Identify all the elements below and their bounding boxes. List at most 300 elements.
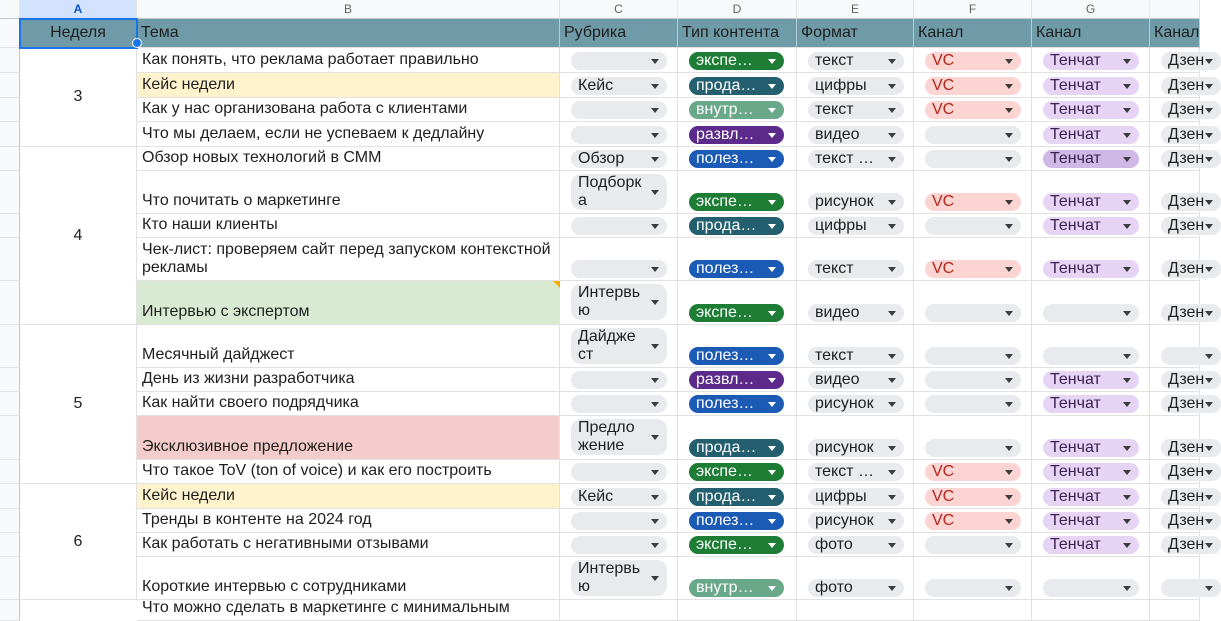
- content-type-dropdown-value: полез…: [696, 260, 755, 277]
- rubric-dropdown[interactable]: [571, 395, 667, 413]
- rubric-dropdown[interactable]: [571, 512, 667, 530]
- format-dropdown[interactable]: [808, 347, 904, 365]
- channel-vc-dropdown-value: VC: [932, 52, 955, 69]
- rubric-dropdown[interactable]: [571, 217, 667, 235]
- channel-vc-dropdown[interactable]: [925, 150, 1021, 168]
- row-number[interactable]: [0, 73, 20, 98]
- theme-cell[interactable]: Что мы делаем, если не успеваем к дедлайну: [137, 122, 560, 147]
- channel-vc-dropdown-value: VC: [932, 260, 955, 277]
- rubric-dropdown[interactable]: [571, 77, 667, 95]
- channel-vc-dropdown[interactable]: [925, 371, 1021, 389]
- dropdown-arrow-icon: [1123, 157, 1131, 162]
- channel-dzen-dropdown[interactable]: [1161, 512, 1221, 530]
- content-type-dropdown[interactable]: [689, 260, 784, 278]
- channel-vc-dropdown[interactable]: [925, 439, 1021, 457]
- rubric-dropdown[interactable]: [571, 488, 667, 506]
- dropdown-arrow-icon: [1123, 378, 1131, 383]
- channel-vc-dropdown[interactable]: [925, 347, 1021, 365]
- dropdown-arrow-icon: [768, 495, 776, 500]
- format-dropdown-value: видео: [815, 126, 860, 143]
- channel-tenchat-dropdown[interactable]: [1043, 371, 1139, 389]
- rubric-dropdown[interactable]: [571, 328, 667, 364]
- channel-tenchat-dropdown[interactable]: [1043, 126, 1139, 144]
- format-dropdown[interactable]: [808, 488, 904, 506]
- header-cell-format[interactable]: Формат: [797, 19, 914, 48]
- row-number[interactable]: [0, 416, 20, 460]
- content-type-dropdown[interactable]: [689, 579, 784, 597]
- format-dropdown[interactable]: [808, 193, 904, 211]
- channel-tenchat-dropdown[interactable]: [1043, 439, 1139, 457]
- theme-cell[interactable]: Короткие интервью с сотрудниками: [137, 557, 560, 600]
- row-number[interactable]: [0, 171, 20, 214]
- channel-dzen-dropdown-value: Дзен: [1168, 371, 1205, 388]
- dropdown-arrow-icon: [768, 224, 776, 229]
- content-type-dropdown-value: экспе…: [696, 52, 753, 69]
- content-type-dropdown[interactable]: [689, 439, 784, 457]
- channel-tenchat-dropdown-value: Тенчат: [1050, 463, 1101, 480]
- grid-cell[interactable]: [797, 600, 914, 621]
- content-type-dropdown[interactable]: [689, 52, 784, 70]
- dropdown-arrow-icon: [768, 543, 776, 548]
- header-cell-channel2[interactable]: Канал: [1032, 19, 1150, 48]
- dropdown-arrow-icon: [1205, 200, 1213, 205]
- channel-vc-dropdown[interactable]: [925, 512, 1021, 530]
- format-dropdown[interactable]: [808, 260, 904, 278]
- row-number[interactable]: [0, 281, 20, 325]
- dropdown-arrow-icon: [888, 446, 896, 451]
- row-number[interactable]: [0, 238, 20, 281]
- column-header-G[interactable]: G: [1032, 0, 1150, 19]
- dropdown-arrow-icon: [1205, 157, 1213, 162]
- channel-tenchat-dropdown[interactable]: [1043, 260, 1139, 278]
- content-type-dropdown[interactable]: [689, 463, 784, 481]
- dropdown-arrow-icon: [1205, 378, 1213, 383]
- channel-vc-dropdown[interactable]: [925, 260, 1021, 278]
- format-dropdown-value: фото: [815, 536, 853, 553]
- rubric-dropdown[interactable]: [571, 419, 667, 455]
- dropdown-arrow-icon: [768, 519, 776, 524]
- theme-cell[interactable]: Чек-лист: проверяем сайт перед запуском контекстной рекламы: [137, 238, 560, 281]
- channel-tenchat-dropdown[interactable]: [1043, 77, 1139, 95]
- channel-dzen-dropdown-value: Дзен: [1168, 260, 1205, 277]
- channel-tenchat-dropdown[interactable]: [1043, 150, 1139, 168]
- theme-cell[interactable]: Кейс недели: [137, 73, 560, 98]
- dropdown-arrow-icon: [1205, 586, 1213, 591]
- dropdown-arrow-icon: [888, 311, 896, 316]
- channel-vc-dropdown[interactable]: [925, 579, 1021, 597]
- content-type-dropdown[interactable]: [689, 512, 784, 530]
- dropdown-arrow-icon: [1123, 470, 1131, 475]
- theme-cell[interactable]: Что такое ToV (ton of voice) и как его построить: [137, 460, 560, 484]
- format-dropdown[interactable]: [808, 304, 904, 322]
- row-number[interactable]: [0, 214, 20, 238]
- channel-dzen-dropdown[interactable]: [1161, 536, 1221, 554]
- channel-dzen-dropdown[interactable]: [1161, 304, 1221, 322]
- channel-dzen-dropdown-value: Дзен: [1168, 304, 1205, 321]
- rubric-dropdown[interactable]: [571, 126, 667, 144]
- content-type-dropdown[interactable]: [689, 126, 784, 144]
- row-number[interactable]: [0, 325, 20, 368]
- format-dropdown-value: текст: [815, 347, 854, 364]
- channel-tenchat-dropdown[interactable]: [1043, 304, 1139, 322]
- week-cell[interactable]: 4: [20, 147, 137, 325]
- format-dropdown[interactable]: [808, 579, 904, 597]
- channel-vc-dropdown-value: VC: [932, 488, 955, 505]
- dropdown-arrow-icon: [768, 311, 776, 316]
- dropdown-arrow-icon: [768, 586, 776, 591]
- channel-dzen-dropdown[interactable]: [1161, 101, 1221, 119]
- theme-cell[interactable]: Тренды в контенте на 2024 год: [137, 509, 560, 533]
- dropdown-arrow-icon: [1205, 84, 1213, 89]
- dropdown-arrow-icon: [888, 470, 896, 475]
- dropdown-arrow-icon: [1205, 311, 1213, 316]
- format-dropdown[interactable]: [808, 536, 904, 554]
- dropdown-arrow-icon: [1205, 402, 1213, 407]
- rubric-dropdown[interactable]: [571, 260, 667, 278]
- row-number[interactable]: [0, 147, 20, 171]
- dropdown-arrow-icon: [651, 133, 659, 138]
- channel-tenchat-dropdown[interactable]: [1043, 52, 1139, 70]
- dropdown-arrow-icon: [1005, 446, 1013, 451]
- theme-cell[interactable]: Что почитать о маркетинге: [137, 171, 560, 214]
- dropdown-arrow-icon: [1005, 354, 1013, 359]
- row-number[interactable]: [0, 557, 20, 600]
- content-type-dropdown-value: прода…: [696, 77, 757, 94]
- dropdown-arrow-icon: [768, 378, 776, 383]
- channel-tenchat-dropdown[interactable]: [1043, 395, 1139, 413]
- week-cell[interactable]: 5: [20, 325, 137, 484]
- rubric-dropdown[interactable]: [571, 284, 667, 320]
- content-type-dropdown-value: развл…: [696, 126, 755, 143]
- dropdown-arrow-icon: [651, 543, 659, 548]
- dropdown-arrow-icon: [1005, 84, 1013, 89]
- dropdown-arrow-icon: [888, 224, 896, 229]
- header-cell-rubric[interactable]: Рубрика: [560, 19, 678, 48]
- dropdown-arrow-icon: [888, 495, 896, 500]
- row-number[interactable]: [0, 509, 20, 533]
- header-cell-content-type[interactable]: Тип контента: [678, 19, 797, 48]
- channel-vc-dropdown[interactable]: [925, 536, 1021, 554]
- theme-cell[interactable]: Как работать с негативными отзывами: [137, 533, 560, 557]
- channel-vc-dropdown[interactable]: [925, 217, 1021, 235]
- channel-dzen-dropdown-value: Дзен: [1168, 193, 1205, 210]
- dropdown-arrow-icon: [1005, 133, 1013, 138]
- dropdown-arrow-icon: [1123, 354, 1131, 359]
- rubric-dropdown[interactable]: [571, 536, 667, 554]
- column-header-A[interactable]: A: [20, 0, 137, 19]
- grid-cell[interactable]: [678, 600, 797, 621]
- format-dropdown[interactable]: [808, 439, 904, 457]
- column-header-E[interactable]: E: [797, 0, 914, 19]
- content-type-dropdown[interactable]: [689, 217, 784, 235]
- dropdown-arrow-icon: [1123, 519, 1131, 524]
- dropdown-arrow-icon: [1123, 543, 1131, 548]
- channel-dzen-dropdown-value: Дзен: [1168, 512, 1205, 529]
- format-dropdown[interactable]: [808, 52, 904, 70]
- channel-dzen-dropdown-value: Дзен: [1168, 52, 1205, 69]
- theme-cell[interactable]: Как у нас организована работа с клиентами: [137, 98, 560, 122]
- content-type-dropdown-value: полез…: [696, 512, 755, 529]
- selection-fill-handle[interactable]: [132, 38, 142, 48]
- theme-cell[interactable]: Кто наши клиенты: [137, 214, 560, 238]
- format-dropdown[interactable]: [808, 126, 904, 144]
- dropdown-arrow-icon: [1205, 224, 1213, 229]
- channel-tenchat-dropdown[interactable]: [1043, 217, 1139, 235]
- column-header-C[interactable]: C: [560, 0, 678, 19]
- dropdown-arrow-icon: [888, 543, 896, 548]
- content-type-dropdown-value: развл…: [696, 371, 755, 388]
- dropdown-arrow-icon: [1123, 133, 1131, 138]
- column-header-B[interactable]: B: [137, 0, 560, 19]
- content-type-dropdown-value: экспе…: [696, 193, 753, 210]
- dropdown-arrow-icon: [651, 224, 659, 229]
- rubric-dropdown-value: Подборк а: [578, 174, 642, 209]
- content-type-dropdown[interactable]: [689, 304, 784, 322]
- dropdown-arrow-icon: [1205, 267, 1213, 272]
- week-cell[interactable]: 6: [20, 484, 137, 600]
- row-number[interactable]: [0, 19, 20, 48]
- grid-cell[interactable]: [1150, 600, 1200, 621]
- dropdown-arrow-icon: [651, 576, 659, 581]
- content-type-dropdown[interactable]: [689, 150, 784, 168]
- channel-vc-dropdown[interactable]: [925, 77, 1021, 95]
- column-header-F[interactable]: F: [914, 0, 1032, 19]
- channel-dzen-dropdown[interactable]: [1161, 77, 1221, 95]
- channel-tenchat-dropdown-value: Тенчат: [1050, 193, 1101, 210]
- channel-dzen-dropdown[interactable]: [1161, 579, 1221, 597]
- content-type-dropdown-value: экспе…: [696, 463, 753, 480]
- channel-tenchat-dropdown-value: Тенчат: [1050, 260, 1101, 277]
- column-header-h[interactable]: [1150, 0, 1200, 19]
- channel-tenchat-dropdown-value: Тенчат: [1050, 439, 1101, 456]
- dropdown-arrow-icon: [651, 59, 659, 64]
- channel-tenchat-dropdown-value: Тенчат: [1050, 150, 1101, 167]
- row-number[interactable]: [0, 460, 20, 484]
- rubric-dropdown-value: Кейс: [578, 488, 614, 505]
- channel-vc-dropdown[interactable]: [925, 304, 1021, 322]
- dropdown-arrow-icon: [768, 133, 776, 138]
- format-dropdown[interactable]: [808, 463, 904, 481]
- dropdown-arrow-icon: [1123, 267, 1131, 272]
- channel-tenchat-dropdown[interactable]: [1043, 101, 1139, 119]
- theme-cell[interactable]: Интервью с экспертом: [137, 281, 560, 325]
- channel-dzen-dropdown-value: Дзен: [1168, 126, 1205, 143]
- channel-dzen-dropdown[interactable]: [1161, 488, 1221, 506]
- channel-dzen-dropdown[interactable]: [1161, 193, 1221, 211]
- theme-cell[interactable]: Обзор новых технологий в СММ: [137, 147, 560, 171]
- dropdown-arrow-icon: [888, 108, 896, 113]
- row-number[interactable]: [0, 98, 20, 122]
- format-dropdown-value: фото: [815, 579, 853, 596]
- content-type-dropdown-value: полез…: [696, 150, 755, 167]
- content-type-dropdown-value: прода…: [696, 217, 757, 234]
- select-all-corner[interactable]: [0, 0, 20, 19]
- row-number[interactable]: [0, 122, 20, 147]
- channel-tenchat-dropdown[interactable]: [1043, 193, 1139, 211]
- format-dropdown-value: видео: [815, 304, 860, 321]
- theme-cell[interactable]: Кейс недели: [137, 484, 560, 509]
- channel-tenchat-dropdown[interactable]: [1043, 579, 1139, 597]
- dropdown-arrow-icon: [768, 470, 776, 475]
- dropdown-arrow-icon: [768, 200, 776, 205]
- format-dropdown-value: цифры: [815, 77, 867, 94]
- content-type-dropdown[interactable]: [689, 347, 784, 365]
- row-number[interactable]: [0, 48, 20, 73]
- header-cell-week[interactable]: Неделя: [20, 19, 137, 48]
- theme-cell[interactable]: Месячный дайджест: [137, 325, 560, 368]
- rubric-dropdown-value: Интервь ю: [578, 560, 641, 595]
- rubric-dropdown-value: Интервь ю: [578, 284, 641, 319]
- channel-vc-dropdown[interactable]: [925, 193, 1021, 211]
- row-number[interactable]: [0, 600, 20, 621]
- channel-dzen-dropdown[interactable]: [1161, 371, 1221, 389]
- content-type-dropdown[interactable]: [689, 371, 784, 389]
- theme-cell[interactable]: День из жизни разработчика: [137, 368, 560, 392]
- rubric-dropdown[interactable]: [571, 463, 667, 481]
- channel-dzen-dropdown-value: Дзен: [1168, 150, 1205, 167]
- rubric-dropdown[interactable]: [571, 101, 667, 119]
- channel-vc-dropdown[interactable]: [925, 463, 1021, 481]
- channel-vc-dropdown-value: VC: [932, 512, 955, 529]
- channel-tenchat-dropdown[interactable]: [1043, 536, 1139, 554]
- dropdown-arrow-icon: [1123, 84, 1131, 89]
- channel-tenchat-dropdown-value: Тенчат: [1050, 371, 1101, 388]
- dropdown-arrow-icon: [1005, 200, 1013, 205]
- channel-vc-dropdown[interactable]: [925, 488, 1021, 506]
- dropdown-arrow-icon: [768, 267, 776, 272]
- dropdown-arrow-icon: [651, 378, 659, 383]
- channel-dzen-dropdown-value: Дзен: [1168, 395, 1205, 412]
- channel-dzen-dropdown[interactable]: [1161, 395, 1221, 413]
- theme-cell[interactable]: Эксклюзивное предложение: [137, 416, 560, 460]
- channel-tenchat-dropdown-value: Тенчат: [1050, 77, 1101, 94]
- content-type-dropdown[interactable]: [689, 488, 784, 506]
- format-dropdown[interactable]: [808, 101, 904, 119]
- channel-tenchat-dropdown-value: Тенчат: [1050, 52, 1101, 69]
- channel-dzen-dropdown[interactable]: [1161, 347, 1221, 365]
- rubric-dropdown[interactable]: [571, 174, 667, 210]
- rubric-dropdown[interactable]: [571, 52, 667, 70]
- channel-dzen-dropdown[interactable]: [1161, 463, 1221, 481]
- content-type-dropdown-value: внутр…: [696, 579, 754, 596]
- dropdown-arrow-icon: [1123, 59, 1131, 64]
- row-number[interactable]: [0, 484, 20, 509]
- dropdown-arrow-icon: [1123, 446, 1131, 451]
- dropdown-arrow-icon: [1005, 470, 1013, 475]
- channel-vc-dropdown[interactable]: [925, 395, 1021, 413]
- dropdown-arrow-icon: [1205, 470, 1213, 475]
- dropdown-arrow-icon: [1005, 108, 1013, 113]
- channel-vc-dropdown-value: VC: [932, 193, 955, 210]
- channel-dzen-dropdown[interactable]: [1161, 150, 1221, 168]
- comment-indicator[interactable]: [553, 281, 560, 288]
- channel-dzen-dropdown[interactable]: [1161, 217, 1221, 235]
- dropdown-arrow-icon: [1205, 59, 1213, 64]
- dropdown-arrow-icon: [1005, 378, 1013, 383]
- format-dropdown-value: видео: [815, 371, 860, 388]
- week-cell[interactable]: 3: [20, 48, 137, 147]
- channel-dzen-dropdown[interactable]: [1161, 439, 1221, 457]
- row-number[interactable]: [0, 392, 20, 416]
- content-type-dropdown-value: полез…: [696, 395, 755, 412]
- grid-cell[interactable]: [1032, 600, 1150, 621]
- theme-cell[interactable]: Как понять, что реклама работает правильно: [137, 48, 560, 73]
- dropdown-arrow-icon: [888, 586, 896, 591]
- header-cell-theme[interactable]: Тема: [137, 19, 560, 48]
- content-type-dropdown[interactable]: [689, 395, 784, 413]
- channel-tenchat-dropdown[interactable]: [1043, 512, 1139, 530]
- channel-tenchat-dropdown[interactable]: [1043, 347, 1139, 365]
- channel-dzen-dropdown-value: Дзен: [1168, 463, 1205, 480]
- format-dropdown[interactable]: [808, 371, 904, 389]
- rubric-dropdown-value: Предло жение: [578, 419, 635, 454]
- channel-dzen-dropdown[interactable]: [1161, 52, 1221, 70]
- channel-vc-dropdown[interactable]: [925, 52, 1021, 70]
- rubric-dropdown[interactable]: [571, 150, 667, 168]
- rubric-dropdown[interactable]: [571, 371, 667, 389]
- theme-cell[interactable]: Как найти своего подрядчика: [137, 392, 560, 416]
- dropdown-arrow-icon: [651, 108, 659, 113]
- dropdown-arrow-icon: [1005, 586, 1013, 591]
- rubric-dropdown[interactable]: [571, 560, 667, 596]
- dropdown-arrow-icon: [888, 267, 896, 272]
- channel-tenchat-dropdown[interactable]: [1043, 463, 1139, 481]
- channel-tenchat-dropdown-value: Тенчат: [1050, 536, 1101, 553]
- grid-cell[interactable]: [560, 600, 678, 621]
- content-type-dropdown[interactable]: [689, 536, 784, 554]
- header-cell-channel1[interactable]: Канал: [914, 19, 1032, 48]
- format-dropdown-value: цифры: [815, 217, 867, 234]
- dropdown-arrow-icon: [651, 435, 659, 440]
- channel-vc-dropdown[interactable]: [925, 126, 1021, 144]
- format-dropdown[interactable]: [808, 150, 904, 168]
- channel-dzen-dropdown[interactable]: [1161, 260, 1221, 278]
- format-dropdown[interactable]: [808, 395, 904, 413]
- row-number[interactable]: [0, 533, 20, 557]
- channel-dzen-dropdown[interactable]: [1161, 126, 1221, 144]
- dropdown-arrow-icon: [651, 470, 659, 475]
- content-type-dropdown[interactable]: [689, 101, 784, 119]
- channel-dzen-dropdown-value: Дзен: [1168, 101, 1205, 118]
- dropdown-arrow-icon: [651, 402, 659, 407]
- column-header-D[interactable]: D: [678, 0, 797, 19]
- format-dropdown[interactable]: [808, 77, 904, 95]
- channel-vc-dropdown-value: VC: [932, 77, 955, 94]
- dropdown-arrow-icon: [888, 402, 896, 407]
- cell-selection: [19, 18, 138, 49]
- content-type-dropdown[interactable]: [689, 77, 784, 95]
- format-dropdown[interactable]: [808, 512, 904, 530]
- format-dropdown-value: текст …: [815, 463, 874, 480]
- content-type-dropdown[interactable]: [689, 193, 784, 211]
- channel-tenchat-dropdown[interactable]: [1043, 488, 1139, 506]
- format-dropdown[interactable]: [808, 217, 904, 235]
- row-number[interactable]: [0, 368, 20, 392]
- channel-tenchat-dropdown-value: Тенчат: [1050, 101, 1101, 118]
- grid-cell[interactable]: [914, 600, 1032, 621]
- content-type-dropdown-value: прода…: [696, 439, 757, 456]
- channel-tenchat-dropdown-value: Тенчат: [1050, 512, 1101, 529]
- header-cell-channel3[interactable]: Канал: [1150, 19, 1200, 48]
- format-dropdown-value: цифры: [815, 488, 867, 505]
- format-dropdown-value: текст: [815, 101, 854, 118]
- theme-cell[interactable]: Что можно сделать в маркетинге с минимальным: [137, 600, 560, 621]
- content-type-dropdown-value: полез…: [696, 347, 755, 364]
- channel-vc-dropdown[interactable]: [925, 101, 1021, 119]
- content-type-dropdown-value: прода…: [696, 488, 757, 505]
- dropdown-arrow-icon: [768, 157, 776, 162]
- dropdown-arrow-icon: [888, 519, 896, 524]
